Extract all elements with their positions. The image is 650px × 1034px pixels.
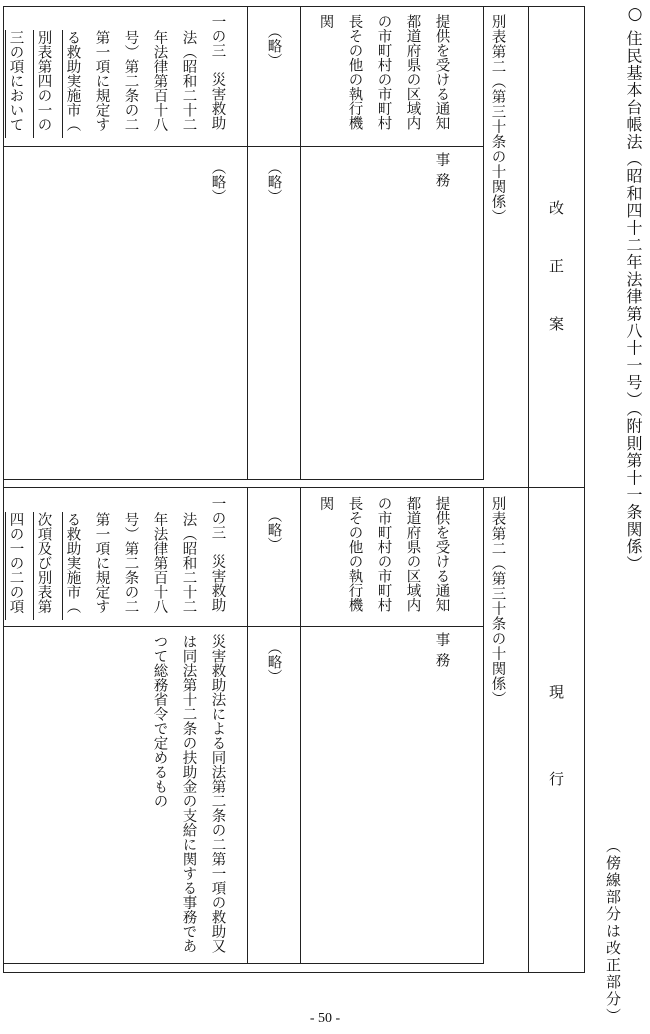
proposed-inner-right — [483, 6, 484, 479]
proposed-row2-left-line-5: 第一項に規定す — [93, 30, 110, 132]
current-row2-left-line-5: 第一項に規定す — [93, 512, 110, 614]
current-inner-bottom — [4, 963, 484, 964]
current-row2-right-line-3: つて総務省令で定めるもの — [151, 634, 168, 808]
proposed-row2-left-line-1: 一の三 災害救助 — [209, 14, 226, 130]
current-inner-right — [483, 488, 484, 963]
current-underline-2 — [33, 512, 34, 620]
half-divider — [3, 487, 585, 488]
current-row2-left-line-7: 次項及び別表第 — [35, 512, 52, 614]
current-underline-3 — [5, 512, 6, 620]
current-col-header-line-4: 長その他の執行機 — [346, 496, 363, 612]
proposed-row2-left-line-2: 法（昭和二十二 — [180, 30, 197, 132]
proposed-col-header-line-3: の市町村の市町村 — [375, 14, 392, 130]
proposed-table-heading: 別表第二（第三十条の十関係） — [489, 14, 506, 224]
current-col-divider-1 — [300, 488, 301, 963]
proposed-col-header-right: 事務 — [433, 152, 450, 193]
proposed-col-header-line-1: 提供を受ける通知 — [433, 14, 450, 130]
header-circle: ○ — [625, 4, 645, 24]
current-col-header-line-3: の市町村の市町村 — [375, 496, 392, 612]
label-strip-divider — [528, 6, 529, 973]
current-col-divider-2 — [247, 488, 248, 963]
current-col-header-right: 事務 — [433, 632, 450, 673]
proposed-row2-right: （略） — [209, 160, 226, 204]
proposed-row2-left-line-4: 号）第二条の二 — [122, 30, 139, 132]
proposed-row1-left: （略） — [265, 24, 282, 68]
current-underline-1 — [62, 512, 63, 620]
current-col-header-line-2: 都道府県の区域内 — [404, 496, 421, 612]
underline-note: （傍線部分は改正部分） — [604, 838, 622, 1025]
page-number: - 50 - — [309, 1011, 341, 1026]
current-row2-left-line-6: る救助実施市（ — [64, 512, 81, 614]
current-row2-left-line-3: 年法律第百十八 — [151, 512, 168, 614]
current-col-header-line-5: 関 — [317, 496, 334, 511]
proposed-col-divider-1 — [300, 6, 301, 479]
current-row2-right-line-1: 災害救助法による同法第二条の二第一項の救助又 — [209, 634, 226, 953]
current-row2-left-line-4: 号）第二条の二 — [122, 512, 139, 614]
proposed-row2-left-line-3: 年法律第百十八 — [151, 30, 168, 132]
proposed-inner-bottom — [4, 479, 484, 480]
proposed-underline-1 — [62, 30, 63, 138]
current-row1-left: （略） — [265, 508, 282, 552]
proposed-inner-top — [4, 146, 483, 147]
proposed-col-header-line-5: 関 — [317, 14, 334, 29]
proposed-row2-left-line-7: 別表第四の一の — [35, 30, 52, 132]
proposed-row1-right: （略） — [265, 160, 282, 204]
proposed-col-divider-2 — [247, 6, 248, 479]
proposed-col-header-line-4: 長その他の執行機 — [346, 14, 363, 130]
current-col-header-line-1: 提供を受ける通知 — [433, 496, 450, 612]
proposed-underline-2 — [33, 30, 34, 138]
proposed-row2-left-line-8: 三の項において — [7, 30, 24, 132]
current-row2-left-line-1: 一の三 災害救助 — [209, 496, 226, 612]
current-row2-left-line-8: 四の一の二の項 — [7, 512, 24, 614]
current-row1-right: （略） — [265, 640, 282, 684]
current-column-label: 現 行 — [547, 684, 565, 800]
proposed-underline-3 — [5, 30, 6, 138]
proposed-col-header-line-2: 都道府県の区域内 — [404, 14, 421, 130]
current-row2-left-line-2: 法（昭和二十二 — [180, 512, 197, 614]
proposed-row2-left-line-6: る救助実施市（ — [64, 30, 81, 132]
current-inner-top — [4, 626, 483, 627]
current-table-heading: 別表第二（第三十条の十関係） — [489, 496, 506, 706]
proposed-column-label: 改 正 案 — [547, 200, 565, 345]
law-title: 住民基本台帳法（昭和四十二年法律第八十一号）（附則第十一条関係） — [624, 30, 643, 573]
current-row2-right-line-2: は同法第十二条の扶助金の支給に関する事務であ — [180, 634, 197, 953]
